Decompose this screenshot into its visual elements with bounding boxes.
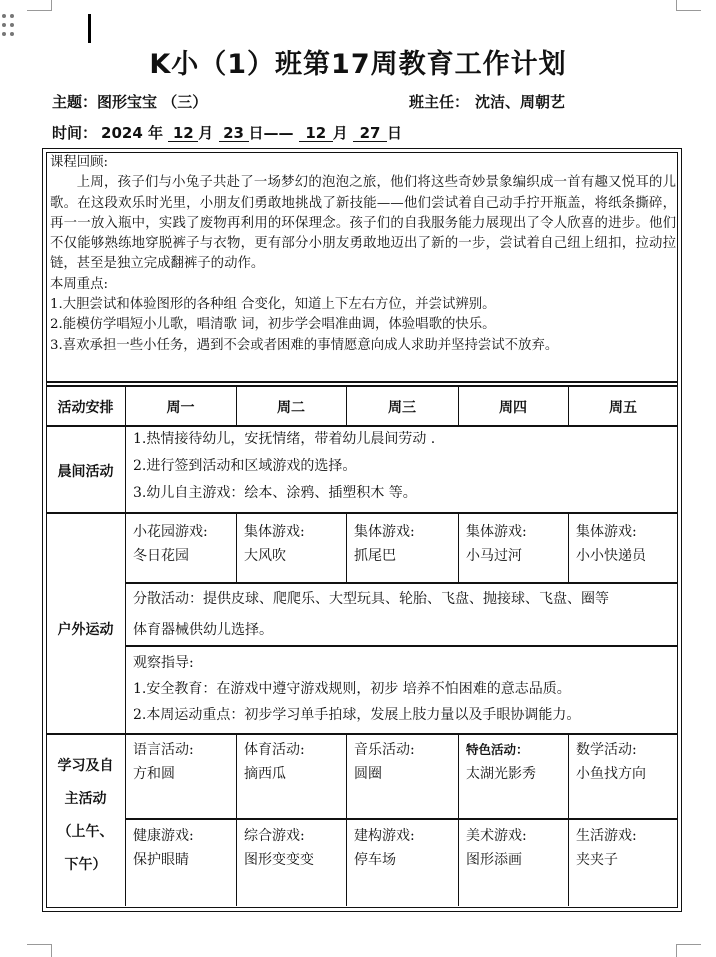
learning-tuesday [244, 738, 305, 786]
focus-item: 3.喜欢承担一些小任务，遇到不会或者困难的事情愿意向成人求助并坚持尝试不放弃。 [50, 337, 559, 353]
game-type: 集体游戏: [244, 524, 305, 540]
table-rule [125, 818, 678, 820]
text-cursor [88, 14, 91, 43]
header-monday: 周一 [166, 400, 195, 416]
activity-name: 夹夹子 [576, 852, 618, 868]
outdoor-game-wednesday [354, 520, 415, 568]
table-rule [236, 512, 237, 582]
table-rule [46, 512, 678, 514]
outdoor-game-thursday [466, 520, 527, 568]
header-thursday: 周四 [499, 400, 527, 416]
learning-thursday-game [466, 824, 527, 872]
game-name: 冬日花园 [133, 548, 189, 564]
theme-line [52, 91, 207, 112]
game-type: 集体游戏: [466, 524, 527, 540]
game-name: 抓尾巴 [354, 548, 396, 564]
learning-monday [133, 738, 194, 786]
activity-type: 体育活动: [244, 742, 305, 758]
game-name: 小马过河 [466, 548, 522, 564]
end-day: 27 [353, 125, 387, 142]
activity-type: 生活游戏: [576, 828, 637, 844]
time-year-unit: 年 [148, 124, 164, 142]
crop-mark [676, 0, 701, 11]
activity-type: 语言活动: [133, 742, 194, 758]
learning-monday-game [133, 824, 194, 872]
activity-type: 美术游戏: [466, 828, 527, 844]
activity-name: 小鱼找方向 [576, 766, 646, 782]
activity-type: 音乐活动: [354, 742, 415, 758]
learning-label-line: 学习及自 [57, 758, 114, 774]
activity-type: 建构游戏: [354, 828, 415, 844]
activity-type: 健康游戏: [133, 828, 194, 844]
teachers-line [409, 91, 565, 112]
table-rule [46, 385, 678, 387]
table-rule [568, 733, 569, 906]
learning-friday [576, 738, 646, 786]
table-rule [46, 733, 678, 735]
game-name: 大风吹 [244, 548, 286, 564]
activity-type: 综合游戏: [244, 828, 305, 844]
activity-name: 保护眼睛 [133, 852, 189, 868]
focus-heading: 本周重点: [50, 276, 109, 292]
end-month: 12 [299, 125, 333, 142]
review-paragraph: 上周，孩子们与小兔子共赴了一场梦幻的泡泡之旅，他们将这些奇妙景象编织成一首有趣又悦耳的儿歌。在这段欢乐时光里，小朋友们勇敢地挑战了新技能——他们尝试着自己动手拧开瓶盖，将纸条撕碎，再一一放入瓶中，实践了废物再利用的环保理念。孩子们的自我服务能力展现出了令人欣喜的进步。他们不仅能够熟练地穿脱裤子与衣物，更有部分小朋友勇敢地迈出了新的一步，尝试着自己纽上纽扣，拉动拉链，甚至是独立完成翻裤子的动作。 [50, 175, 676, 272]
learning-label-line: 下午） [64, 857, 107, 873]
table-rule [458, 512, 459, 582]
start-month: 12 [168, 125, 198, 142]
guidance-item: 2.本周运动重点：初步学习单手拍球，发展上肢力量以及手眼协调能力。 [133, 707, 581, 723]
outdoor-game-friday [576, 520, 646, 568]
course-review [50, 153, 676, 356]
learning-label-line: 主活动 [64, 791, 107, 807]
theme-label: 主题： [52, 93, 98, 111]
game-type: 集体游戏: [354, 524, 415, 540]
activity-name: 方和圆 [133, 766, 175, 782]
learning-wednesday [354, 738, 415, 786]
learning-tuesday-game [244, 824, 314, 872]
outdoor-game-tuesday [244, 520, 305, 568]
learning-label [46, 750, 125, 882]
morning-label: 晨间活动 [57, 464, 114, 480]
learning-friday-game [576, 824, 637, 872]
table-rule [125, 645, 678, 647]
table-rule [125, 385, 126, 906]
time-label: 时间： [52, 124, 98, 142]
table-rule [236, 733, 237, 906]
morning-item: 1.热情接待幼儿，安抚情绪，带着幼儿晨间劳动 . [133, 431, 436, 447]
game-name: 小小快递员 [576, 548, 646, 564]
morning-item: 2.进行签到活动和区域游戏的选择。 [133, 458, 357, 474]
table-rule [346, 512, 347, 582]
month-unit: 月 [198, 124, 214, 142]
learning-thursday [466, 738, 536, 786]
header-activity-arrangement: 活动安排 [57, 400, 114, 416]
learning-wednesday-game [354, 824, 415, 872]
header-wednesday: 周三 [388, 400, 416, 416]
activity-name: 停车场 [354, 852, 396, 868]
scatter-activity: 分散活动：提供皮球、爬爬乐、大型玩具、轮胎、飞盘、抛接球、飞盘、圈等 [133, 591, 609, 607]
table-rule [125, 582, 678, 584]
day-unit: 日 [387, 124, 403, 142]
game-type: 集体游戏: [576, 524, 637, 540]
crop-mark [676, 944, 701, 957]
table-rule [346, 733, 347, 906]
guidance-item: 1.安全教育：在游戏中遵守游戏规则，初步 培养不怕困难的意志品质。 [133, 681, 571, 697]
learning-label-line: （上午、 [57, 824, 114, 840]
header-tuesday: 周二 [277, 400, 305, 416]
header-friday: 周五 [609, 400, 637, 416]
activity-name: 图形添画 [466, 852, 522, 868]
time-line [52, 122, 402, 143]
month-unit: 月 [332, 124, 348, 142]
start-day: 23 [219, 125, 249, 142]
table-rule [458, 733, 459, 906]
table-rule [46, 381, 678, 383]
focus-item: 1.大胆尝试和体验图形的各种组 合变化，知道上下左右方位，并尝试辨别。 [50, 297, 496, 313]
review-heading: 课程回顾: [50, 155, 109, 170]
table-rule [568, 512, 569, 582]
game-type: 小花园游戏: [133, 524, 208, 540]
drag-handle-icon[interactable] [2, 14, 16, 44]
outdoor-label: 户外运动 [57, 622, 114, 638]
scatter-activity: 体育器械供幼儿选择。 [133, 622, 273, 638]
activity-name: 图形变变变 [244, 852, 314, 868]
outdoor-game-monday [133, 520, 208, 568]
crop-mark [27, 0, 52, 11]
morning-item: 3.幼儿自主游戏：绘本、涂鸦、插塑积木 等。 [133, 485, 417, 501]
activity-type: 特色活动： [466, 742, 529, 757]
page-title: K小（1）班第17周教育工作计划 [149, 49, 567, 80]
teachers-label: 班主任： [409, 93, 470, 111]
crop-mark [27, 944, 52, 957]
teachers-value: 沈洁、周朝艺 [475, 93, 566, 111]
activity-name: 摘西瓜 [244, 766, 286, 782]
activity-type: 数学活动: [576, 742, 637, 758]
focus-item: 2.能模仿学唱短小儿歌，唱清歌 词，初步学会唱准曲调，体验唱歌的快乐。 [50, 317, 496, 333]
activity-name: 圆圈 [354, 766, 382, 782]
activity-name: 太湖光影秀 [466, 766, 536, 782]
guidance-heading: 观察指导: [133, 655, 194, 671]
date-separator: 日—— [248, 124, 294, 142]
theme-value: 图形宝宝 （三） [97, 93, 208, 111]
time-year: 2024 [101, 124, 143, 142]
